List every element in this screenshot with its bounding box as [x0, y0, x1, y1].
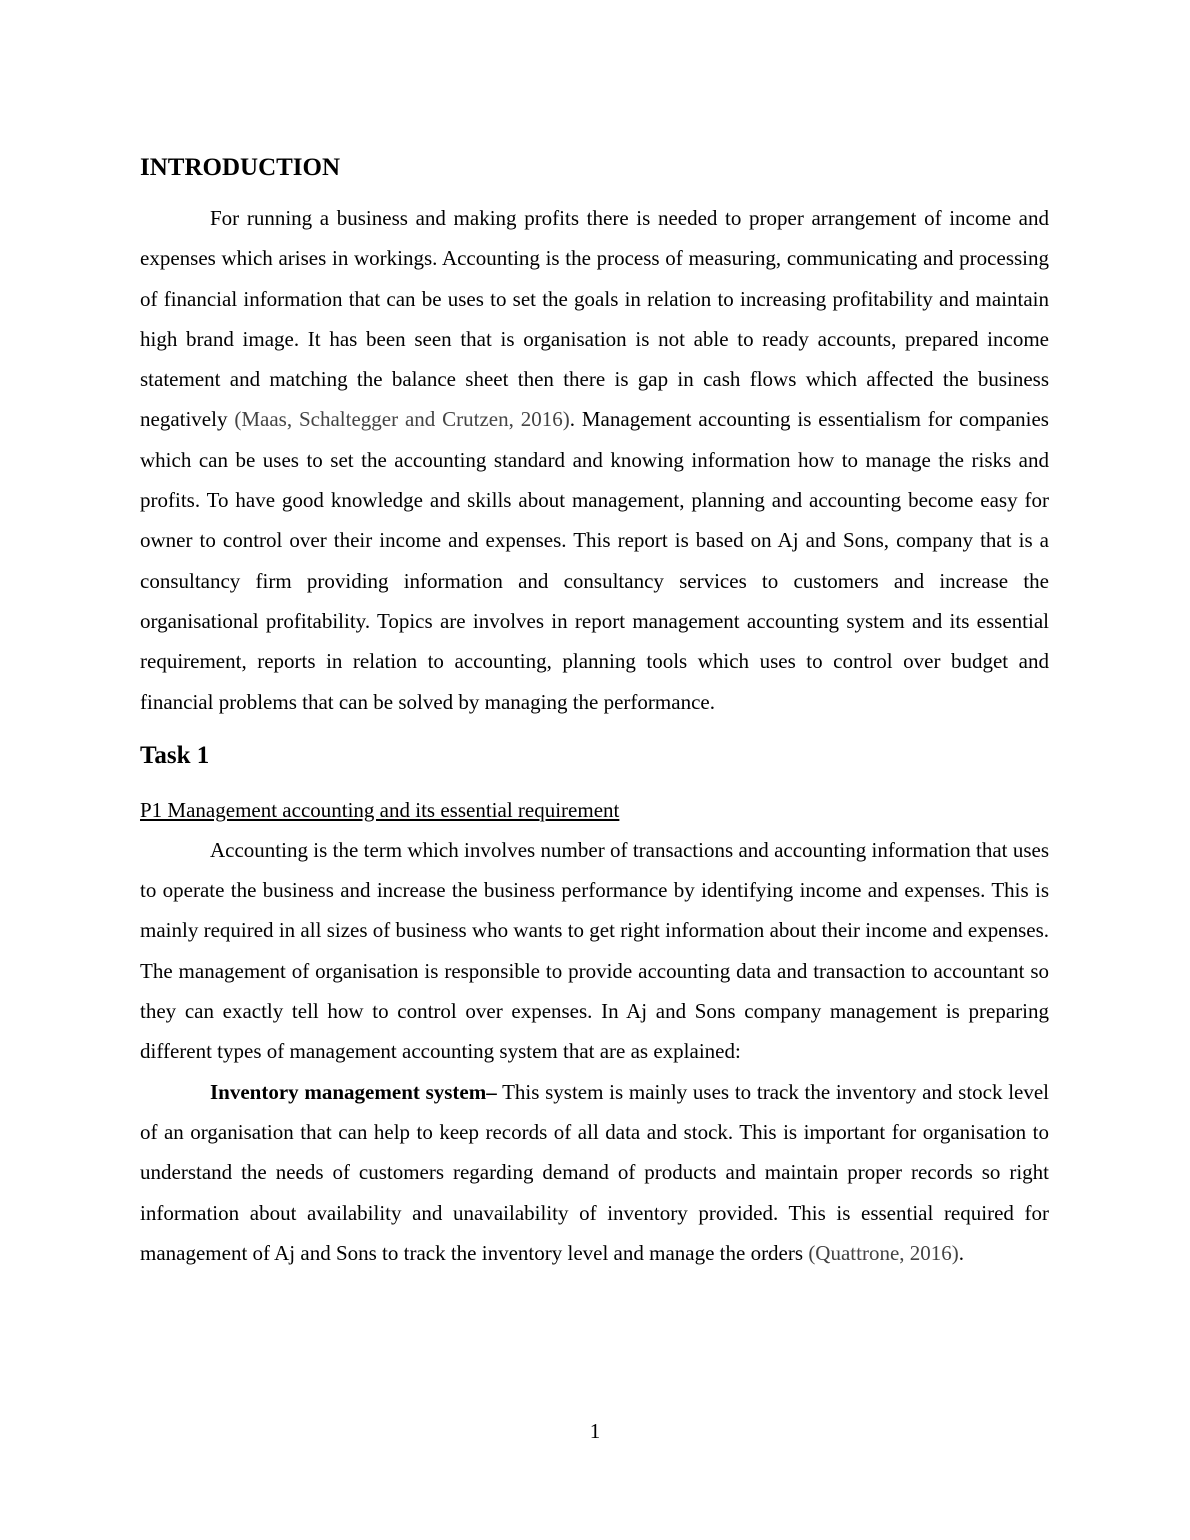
inventory-paragraph [140, 1072, 1049, 1273]
inventory-text: This system is mainly uses to track the inventory and stock level of an organisation that can help to keep records of all data and stock. This is important for organisation to understand the needs of customers regarding demand of products and maintain proper records so right information about availability and unavailability of inventory provided. This is essential required for management of Aj and Sons to track the inventory level and manage the orders [140, 1079, 1050, 1265]
introduction-heading: INTRODUCTION [140, 154, 341, 181]
introduction-paragraph [140, 198, 1049, 722]
inventory-title: Inventory management system– [210, 1079, 497, 1104]
task1-heading: Task 1 [140, 741, 210, 769]
intro-text-part2: . Management accounting is essentialism for companies which can be uses to set the accounting standard and knowing information how to manage the risks and profits. To have good knowledge and skills about management, planning and accounting become easy for owner to control over their income and expenses. This report is based on Aj and Sons, company that is a consultancy firm providing information and consultancy services to customers and increase the organisational profitability. Topics are involves in report management accounting system and its essential requirement, reports in relation to accounting, planning tools which uses to control over budget and financial problems that can be solved by managing the performance. [140, 407, 1049, 714]
intro-text-part1: For running a business and making profits there is needed to proper arrangement of income and expenses which arises in workings. Accounting is the process of measuring, communicating and processing of financial information that can be uses to set the goals in relation to increasing profitability and maintain high brand image. It has been seen that is organisation is not able to ready accounts, prepared income statement and matching the balance sheet then there is gap in cash flows which affected the business negatively [140, 206, 1049, 432]
accounting-paragraph: Accounting is the term which involves number of transactions and accounting information that uses to operate the business and increase the business performance by identifying income and expenses. This is mainly required in all sizes of business who wants to get right information about their income and expenses. The management of organisation is responsible to provide accounting data and transaction to accountant so they can exactly tell how to control over expenses. In Aj and Sons company management is preparing different types of management accounting system that are as explained: [140, 837, 1049, 1064]
intro-citation: (Maas, Schaltegger and Crutzen, 2016) [234, 407, 570, 432]
document-page [140, 150, 1049, 1273]
page-number: 1 [589, 1419, 601, 1443]
inventory-citation: (Quattrone, 2016) [808, 1240, 959, 1265]
p1-subheading: P1 Management accounting and its essential requirement [140, 797, 620, 822]
inventory-end: . [958, 1240, 965, 1265]
